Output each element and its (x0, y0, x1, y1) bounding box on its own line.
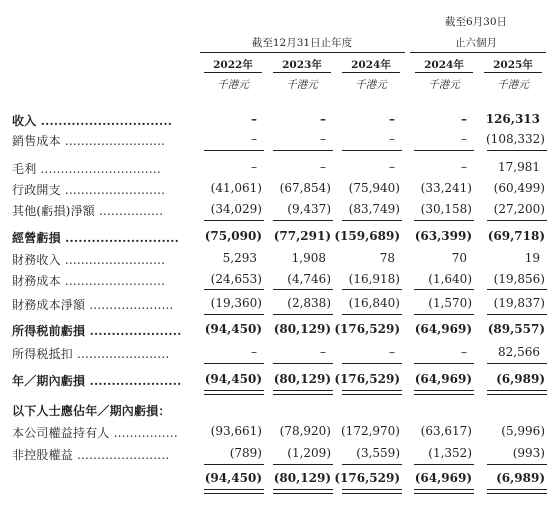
column-rule (342, 289, 402, 290)
row-value: (6,989) (496, 372, 545, 386)
column-rule (342, 493, 402, 494)
column-rule (342, 464, 402, 465)
row-value: (1,640) (428, 272, 472, 286)
row-value: (64,969) (414, 322, 472, 336)
row-label: 以下人士應佔年／期內虧損： (12, 404, 171, 418)
group-rule-annual (200, 52, 405, 53)
column-rule (414, 363, 474, 364)
row-value: – (389, 160, 395, 174)
column-rule (273, 390, 333, 391)
column-rule (414, 314, 474, 315)
column-rule (414, 289, 474, 290)
row-label: 行政開支 ......................... (12, 183, 166, 197)
column-rule (342, 363, 402, 364)
row-value: 5,293 (222, 251, 257, 265)
unit-label: 千港元 (286, 79, 318, 91)
row-value: (1,570) (428, 296, 472, 310)
column-rule (204, 489, 264, 490)
column-rule (487, 289, 547, 290)
column-rule (273, 150, 333, 151)
column-rule (273, 220, 333, 221)
period-group-header-annual: 截至12月31日止年度 (251, 37, 353, 49)
row-value: – (461, 112, 467, 126)
year-rule (342, 72, 400, 73)
row-value: – (320, 112, 326, 126)
row-value: (89,557) (487, 322, 545, 336)
row-value: – (251, 112, 257, 126)
row-value: (64,969) (414, 471, 472, 485)
row-value: (993) (512, 446, 545, 460)
row-value: (93,661) (210, 424, 262, 438)
year-rule (484, 72, 542, 73)
column-rule (342, 390, 402, 391)
row-value: (63,399) (414, 229, 472, 243)
year-header: 2024年 (424, 59, 464, 71)
unit-label: 千港元 (428, 79, 460, 91)
year-rule (204, 72, 262, 73)
row-value: (80,129) (273, 322, 331, 336)
row-value: (77,291) (273, 229, 331, 243)
row-value: (108,332) (486, 132, 545, 146)
row-value: (34,029) (210, 202, 262, 216)
column-rule (487, 363, 547, 364)
row-value: (33,241) (420, 181, 472, 195)
row-value: (159,689) (334, 229, 400, 243)
column-rule (204, 390, 264, 391)
row-value: – (461, 160, 467, 174)
column-rule (273, 464, 333, 465)
row-label: 本公司權益持有人 ................ (12, 426, 178, 440)
column-rule (487, 314, 547, 315)
row-value: (94,450) (204, 471, 262, 485)
row-value: (69,718) (487, 229, 545, 243)
row-value: (75,940) (348, 181, 400, 195)
column-rule (273, 314, 333, 315)
row-value: – (251, 345, 257, 359)
column-rule (487, 394, 547, 395)
row-value: (27,200) (493, 202, 545, 216)
row-label: 銷售成本 ......................... (12, 134, 166, 148)
column-rule (414, 464, 474, 465)
row-value: 70 (451, 251, 467, 265)
column-rule (204, 220, 264, 221)
unit-label: 千港元 (217, 79, 249, 91)
column-rule (487, 493, 547, 494)
row-value: 82,566 (498, 345, 540, 359)
row-value: (19,837) (493, 296, 545, 310)
row-label: 所得税抵扣 ....................... (12, 347, 170, 361)
row-value: (30,158) (420, 202, 472, 216)
row-value: – (389, 345, 395, 359)
row-value: (1,352) (428, 446, 472, 460)
column-rule (487, 220, 547, 221)
row-value: – (461, 345, 467, 359)
column-rule (487, 489, 547, 490)
row-value: 126,313 (485, 112, 540, 126)
year-rule (415, 72, 473, 73)
column-rule (342, 150, 402, 151)
row-value: – (461, 132, 467, 146)
column-rule (204, 464, 264, 465)
row-value: (64,969) (414, 372, 472, 386)
row-label: 財務成本 ......................... (12, 274, 166, 288)
column-rule (342, 489, 402, 490)
row-value: (41,061) (210, 181, 262, 195)
column-rule (414, 150, 474, 151)
row-value: (75,090) (204, 229, 262, 243)
row-value: (80,129) (273, 372, 331, 386)
row-value: (789) (229, 446, 262, 460)
row-label: 非控股權益 ....................... (12, 448, 170, 462)
row-value: (94,450) (204, 372, 262, 386)
column-rule (204, 363, 264, 364)
row-value: (172,970) (341, 424, 400, 438)
row-value: – (320, 160, 326, 174)
column-rule (204, 394, 264, 395)
column-rule (204, 289, 264, 290)
column-rule (273, 489, 333, 490)
row-label: 財務成本淨額 ..................... (12, 298, 174, 312)
row-value: (16,918) (348, 272, 400, 286)
row-value: 19 (524, 251, 540, 265)
row-value: (9,437) (287, 202, 331, 216)
row-value: (94,450) (204, 322, 262, 336)
row-value: (5,996) (501, 424, 545, 438)
column-rule (487, 390, 547, 391)
row-value: (24,653) (210, 272, 262, 286)
row-value: (60,499) (493, 181, 545, 195)
row-value: – (389, 132, 395, 146)
year-header: 2025年 (493, 59, 533, 71)
year-header: 2022年 (213, 59, 253, 71)
row-value: (6,989) (496, 471, 545, 485)
row-value: 78 (379, 251, 395, 265)
row-value: (176,529) (334, 322, 400, 336)
column-rule (342, 220, 402, 221)
column-rule (342, 394, 402, 395)
row-value: (2,838) (287, 296, 331, 310)
unit-label: 千港元 (497, 79, 529, 91)
column-rule (273, 363, 333, 364)
year-rule (273, 72, 331, 73)
row-value: (67,854) (279, 181, 331, 195)
column-rule (273, 289, 333, 290)
row-label: 經營虧損 .......................... (12, 231, 179, 245)
row-value: – (320, 345, 326, 359)
column-rule (414, 489, 474, 490)
row-value: – (320, 132, 326, 146)
row-value: (4,746) (287, 272, 331, 286)
row-label: 毛利 .............................. (12, 162, 161, 176)
row-value: – (389, 112, 395, 126)
column-rule (414, 493, 474, 494)
row-value: 17,981 (498, 160, 540, 174)
year-header: 2024年 (351, 59, 391, 71)
row-value: – (251, 132, 257, 146)
column-rule (204, 314, 264, 315)
column-rule (414, 220, 474, 221)
row-value: (83,749) (348, 202, 400, 216)
column-rule (487, 150, 547, 151)
row-label: 年／期內虧損 ..................... (12, 374, 182, 388)
row-value: (19,360) (210, 296, 262, 310)
year-header: 2023年 (282, 59, 322, 71)
column-rule (414, 394, 474, 395)
row-value: (19,856) (493, 272, 545, 286)
row-value: (176,529) (334, 372, 400, 386)
column-rule (342, 314, 402, 315)
unit-label: 千港元 (355, 79, 387, 91)
row-label: 收入 .............................. (12, 114, 173, 128)
column-rule (414, 390, 474, 391)
row-value: (176,529) (334, 471, 400, 485)
column-rule (273, 394, 333, 395)
row-value: (80,129) (273, 471, 331, 485)
column-rule (204, 150, 264, 151)
row-value: (63,617) (420, 424, 472, 438)
row-value: (78,920) (279, 424, 331, 438)
period-group-header-interim-line2: 止六個月 (455, 37, 497, 49)
column-rule (204, 493, 264, 494)
period-group-header-interim-line1: 截至6月30日 (444, 16, 508, 28)
row-value: (1,209) (287, 446, 331, 460)
row-value: (16,840) (348, 296, 400, 310)
row-value: – (251, 160, 257, 174)
row-value: (3,559) (356, 446, 400, 460)
group-rule-interim (410, 52, 546, 53)
column-rule (273, 493, 333, 494)
row-label: 所得税前虧損 ..................... (12, 324, 182, 338)
column-rule (487, 464, 547, 465)
row-label: 財務收入 ......................... (12, 253, 166, 267)
row-value: 1,908 (291, 251, 326, 265)
row-label: 其他(虧損)淨額 ................ (12, 204, 164, 218)
